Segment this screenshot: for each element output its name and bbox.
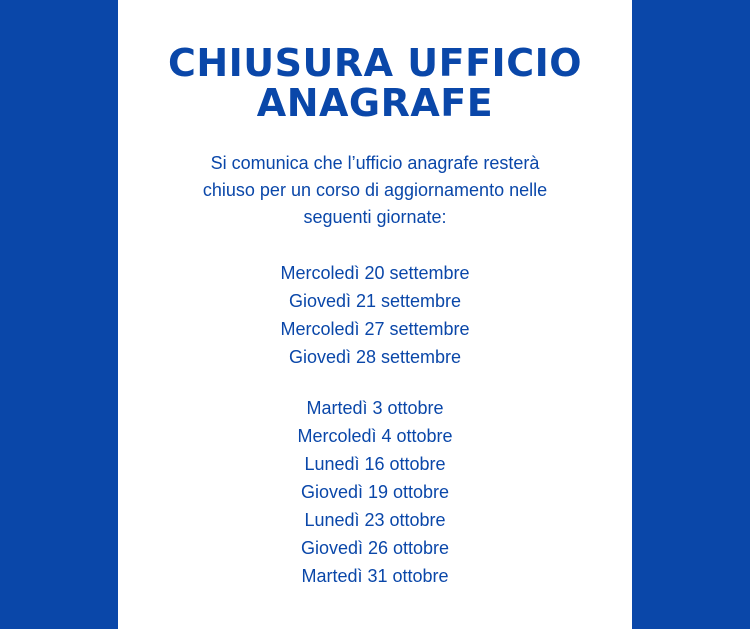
intro-line-2: chiuso per un corso di aggiornamento nelle <box>202 180 548 200</box>
intro-line-3: seguenti giornate: <box>303 207 447 227</box>
notice-title-line-2: ANAGRAFE <box>256 81 494 125</box>
left-blue-band <box>0 0 118 629</box>
october-date-7: Martedì 31 ottobre <box>301 566 449 586</box>
intro-line-1: Si comunica che l’ufficio anagrafe resterà <box>210 153 540 173</box>
october-date-3: Lunedì 16 ottobre <box>304 454 446 474</box>
notice-panel <box>118 0 632 629</box>
october-date-5: Lunedì 23 ottobre <box>304 510 446 530</box>
september-date-4: Giovedì 28 settembre <box>288 347 462 367</box>
october-date-4: Giovedì 19 ottobre <box>300 482 450 502</box>
october-date-2: Mercoledì 4 ottobre <box>297 426 453 446</box>
october-date-1: Martedì 3 ottobre <box>306 398 444 418</box>
notice-title-line-1: CHIUSURA UFFICIO <box>167 41 583 85</box>
september-date-1: Mercoledì 20 settembre <box>280 263 470 283</box>
september-date-3: Mercoledì 27 settembre <box>280 319 470 339</box>
september-date-2: Giovedì 21 settembre <box>288 291 462 311</box>
october-date-6: Giovedì 26 ottobre <box>300 538 450 558</box>
right-blue-band <box>632 0 750 629</box>
